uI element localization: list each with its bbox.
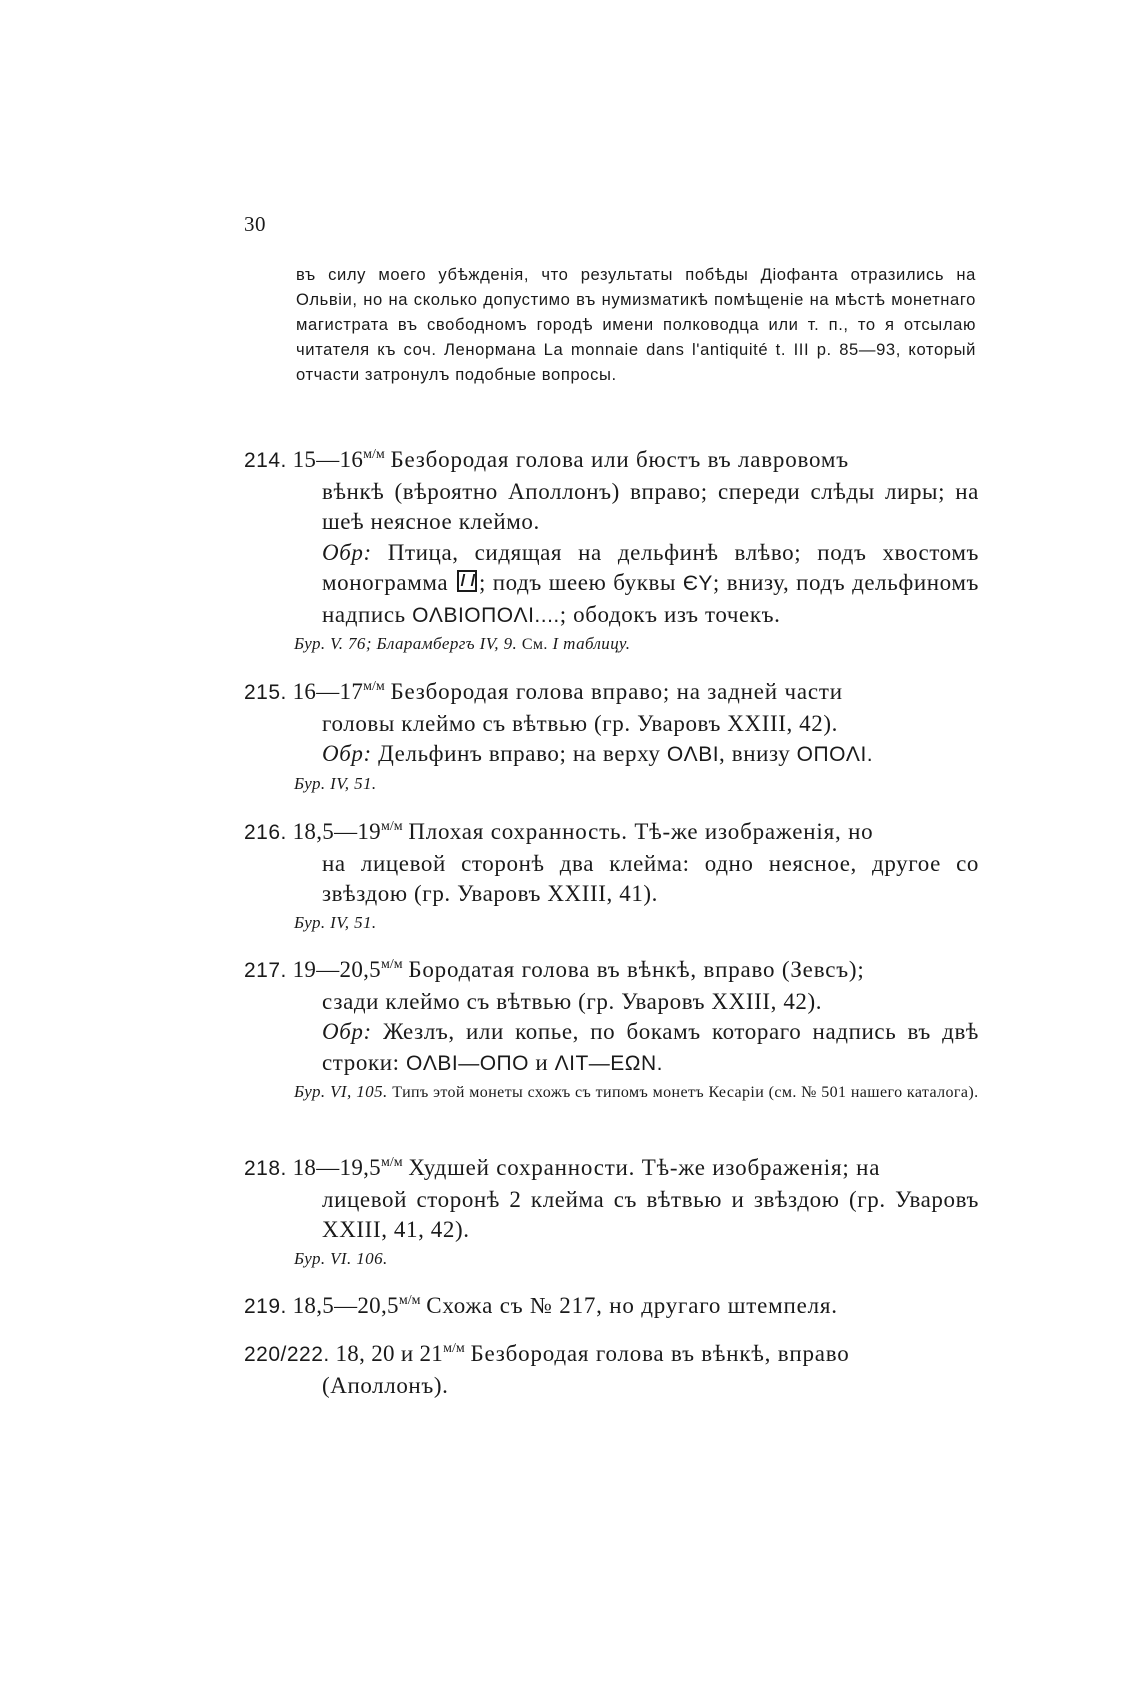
entry-reference	[294, 910, 979, 936]
monogram-icon	[457, 570, 477, 592]
greek-legend: ОΛВΙ	[666, 743, 720, 766]
entry-number: 218.	[244, 1157, 287, 1180]
size-unit: м/м	[380, 1155, 403, 1170]
size-unit: м/м	[363, 447, 385, 462]
entry-number: 219.	[244, 1295, 287, 1318]
reference-text: Бур. IV, 51.	[294, 773, 377, 793]
entry-description-cont: головы клеймо съ вѣтвью (гр. Уваровъ XXIII, 42).	[322, 710, 838, 736]
entry-reverse	[322, 739, 979, 771]
entry-size: 18, 20 и 21	[335, 1341, 444, 1366]
entry-description-cont: вѣнкѣ (вѣроятно Аполлонъ) вправо; спереди слѣды лиры; на шеѣ неясное клеймо.	[322, 478, 979, 534]
entry-size: 18,5—20,5	[292, 1293, 399, 1318]
entry-size: 19—20,5	[292, 957, 381, 982]
entry-size: 15—16	[292, 447, 364, 472]
size-unit: м/м	[380, 957, 403, 972]
size-unit: м/м	[398, 1293, 421, 1308]
page-number: 30	[244, 212, 266, 236]
reverse-label: Обр:	[322, 539, 372, 565]
greek-legend: ΛΙΤ—ЕΩN.	[554, 1051, 663, 1075]
entry-description: Безбородая голова или бюстъ въ лавровомъ	[390, 447, 849, 472]
reference-text: Бур. VI. 106.	[294, 1248, 388, 1268]
entry-description: Безбородая голова вправо; на задней части	[390, 679, 843, 704]
size-unit: м/м	[443, 1341, 465, 1356]
entry-number: 220/222.	[244, 1343, 330, 1366]
entry-description: Худшей сохранности. Тѣ-же изображенія; на	[408, 1155, 881, 1180]
entry-first-line	[244, 1286, 979, 1323]
entry-reference	[294, 771, 979, 797]
entry-description-cont: сзади клеймо съ вѣтвью (гр. Уваровъ XXIII, 42).	[322, 988, 823, 1014]
entry-reference	[294, 1246, 979, 1272]
reference-text: I таблицу.	[552, 634, 631, 653]
entry-first-line	[244, 672, 979, 709]
reference-text: Типъ этой монеты схожъ съ типомъ монетъ Кесаріи (см. № 501 нашего каталога).	[392, 1084, 979, 1101]
reverse-text: Жезлъ, или копье, по бокамъ котораго надпись въ двѣ строки:	[322, 1019, 979, 1075]
entry-first-line	[244, 440, 979, 477]
reverse-text: и	[535, 1049, 549, 1075]
entry-size: 18—19,5	[292, 1155, 381, 1180]
catalog-entry-215	[244, 672, 979, 797]
catalog-entry-218	[244, 1148, 979, 1272]
entry-number: 214.	[244, 449, 287, 472]
reverse-label: Обр:	[322, 741, 372, 766]
catalog-entry-220-222	[244, 1334, 979, 1401]
entry-number: 215.	[244, 681, 287, 704]
intro-paragraph: въ силу моего убѣжденія, что результаты побѣды Діофанта отразились на Ольвіи, но на сколько допустимо въ нумизматикѣ помѣщеніе на мѣстѣ монетнаго магистрата въ свободномъ городѣ имени полководца или т. п., то я отсылаю читателя къ соч. Ленормана La monnaie dans l'antiquité t. III p. 85—93, который отчасти затронулъ подобные вопросы.	[296, 265, 976, 384]
entry-number: 217.	[244, 959, 287, 982]
reverse-text: ; подъ шеею буквы	[478, 570, 677, 595]
entry-description-cont: на лицевой сторонѣ два клейма: одно неясное, другое со звѣздою (гр. Уваровъ XXIII, 41).	[322, 850, 979, 906]
size-unit: м/м	[380, 819, 403, 834]
catalog-entry-214	[244, 440, 979, 658]
reverse-text: ; ободокъ изъ точекъ.	[559, 601, 781, 627]
size-unit: м/м	[363, 679, 385, 694]
entry-description-cont: (Аполлонъ).	[322, 1372, 449, 1398]
entry-reverse	[322, 1017, 979, 1079]
reverse-text: Птица, сидящая на дельфинѣ влѣво; подъ хвостомъ монограмма	[322, 539, 979, 595]
entry-first-line	[244, 812, 979, 849]
entry-description: Безбородая голова въ вѣнкѣ, вправо	[470, 1341, 850, 1366]
entry-size: 16—17	[292, 679, 364, 704]
entry-first-line	[244, 950, 979, 987]
entry-first-line	[244, 1148, 979, 1185]
greek-legend: ЄY	[682, 572, 713, 595]
entry-description: Схожа съ № 217, но другаго штемпеля.	[426, 1293, 838, 1318]
entry-description-cont: лицевой сторонѣ 2 клейма съ вѣтвью и звѣздою (гр. Уваровъ XXIII, 41, 42).	[322, 1186, 979, 1242]
reference-text: Бур. IV, 51.	[294, 912, 377, 932]
catalog-entry-216	[244, 812, 979, 936]
entry-description: Плохая сохранность. Тѣ-же изображенія, но	[408, 819, 874, 844]
entry-reference	[294, 631, 979, 658]
reverse-text: Дельфинъ вправо; на верху	[378, 741, 661, 766]
reference-text: Бур. V. 76; Бларамбергъ IV, 9.	[294, 634, 518, 653]
entry-size: 18,5—19	[292, 819, 381, 844]
entry-reverse	[322, 538, 979, 632]
catalog-entry-217	[244, 950, 979, 1106]
greek-legend: ОΛВΙ—ОПО	[405, 1051, 529, 1075]
entry-first-line	[244, 1334, 979, 1371]
greek-legend: ОПОΛΙ.	[796, 743, 874, 766]
catalog-entry-219	[244, 1286, 979, 1323]
entry-reference	[294, 1079, 979, 1106]
reference-text: Бур. VI, 105.	[294, 1082, 388, 1101]
reverse-text: ; внизу, подъ дельфиномъ надпись	[322, 570, 979, 627]
reverse-label: Обр:	[322, 1019, 372, 1044]
reverse-text: , внизу	[719, 741, 791, 766]
entry-number: 216.	[244, 821, 287, 844]
reference-text: См.	[521, 636, 548, 653]
entry-description: Бородатая голова въ вѣнкѣ, вправо (Зевсъ);	[408, 957, 865, 982]
greek-legend: ОΛВΙОПОΛΙ....	[412, 603, 560, 627]
